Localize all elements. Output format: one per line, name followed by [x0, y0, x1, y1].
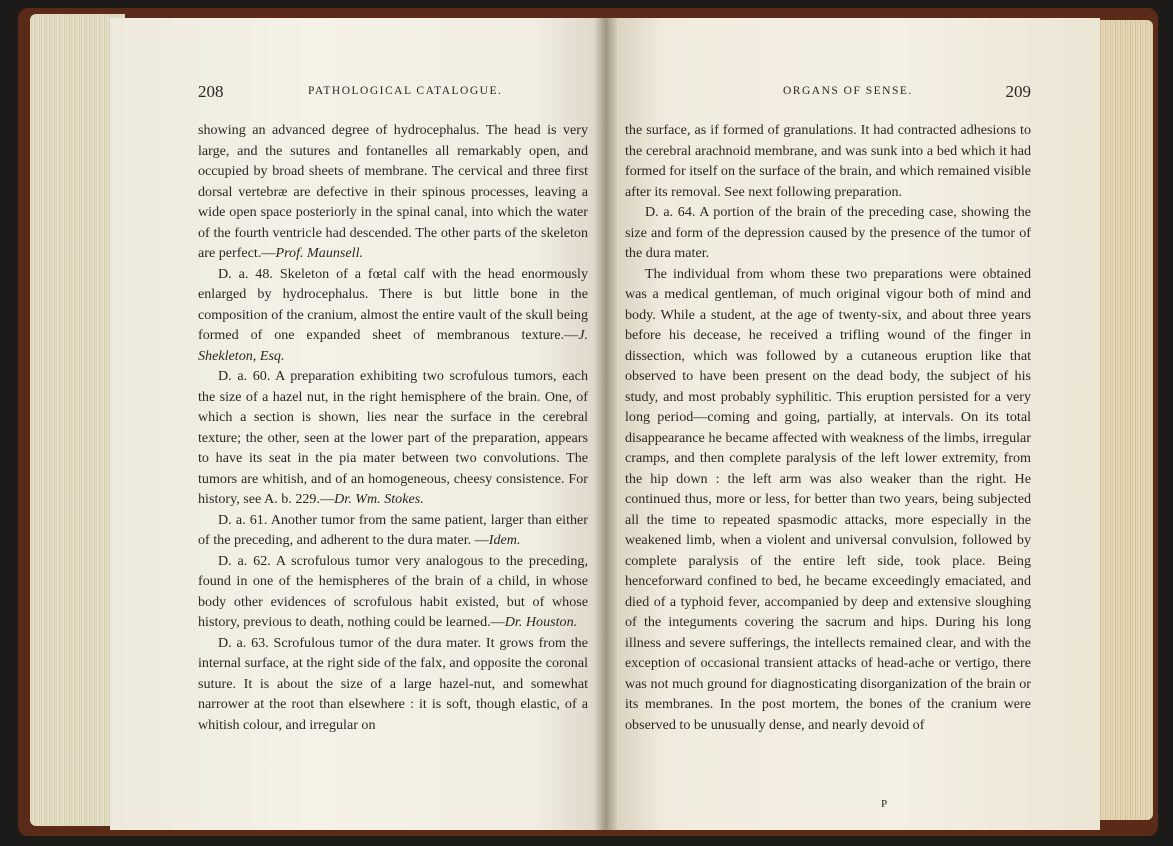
- paragraph: D. a. 62. A scrofulous tumor very analogous to the preceding, found in one of the hemispheres of the brain of a child, in whose body other evidences of scrofulous habit existed, but of whose history, previous to death, nothing could be learned.—Dr. Houston.: [198, 552, 588, 630]
- paragraph: D. a. 48. Skeleton of a fœtal calf with the head enormously enlarged by hydrocephalus. There is but little bone in the composition of the cranium, almost the entire vault of the skull being formed of one expanded sheet of membranous texture.—J. Shekleton, Esq.: [198, 265, 588, 364]
- paragraph: The individual from whom these two preparations were obtained was a medical gentleman, of much original vigour both of mind and body. While a student, at the age of twenty-six, and about three years before his decease, he received a trifling wound of the finger in dissection, which was followed by a cutaneous eruption like that observed to have been present on the dead body, the subject of his study, and most probably syphilitic. This eruption persisted for a very long period—coming and going, partially, at intervals. On its total disappearance he became affected with weakness of the limbs, irregular cramps, and then complete paralysis of the left lower extremity, from the hip down : the left arm was also weaker than the right. He continued thus, more or less, for better than two years, being subjected all the time to repeated spasmodic attacks, more especially in the weakened limb, when a violent and universal convulsion, followed by complete paralysis of the entire left side, took place. Being henceforward confined to bed, he became exceedingly emaciated, and died of a typhoid fever, accompanied by deep and extensive sloughing of the integuments covering the sacrum and hips. During his long illness and severe sufferings, the intellects remained clear, and with the exception of occasional transient attacks of head-ache or vertigo, there was not much ground for diagnosticating disorganization of the brain or its membranes. In the post mortem, the bones of the cranium were observed to be unusually dense, and nearly devoid of: [625, 265, 1031, 733]
- right-page-body: [625, 120, 1031, 735]
- attribution: Idem.: [488, 532, 521, 548]
- left-page-header: [198, 82, 590, 106]
- signature-mark: P: [881, 798, 888, 810]
- paragraph: D. a. 61. Another tumor from the same patient, larger than either of the preceding, and adherent to the dura mater. —Idem.: [198, 511, 588, 548]
- left-page-body: [198, 120, 588, 735]
- running-head: PATHOLOGICAL CATALOGUE.: [308, 85, 503, 97]
- paragraph: D. a. 64. A portion of the brain of the preceding case, showing the size and form of the depression caused by the presence of the tumor of the dura mater.: [625, 204, 1031, 261]
- attribution: J. Shekleton, Esq.: [198, 327, 588, 364]
- page-number: 209: [1005, 82, 1031, 101]
- attribution: Dr. Wm. Stokes.: [334, 491, 424, 507]
- book-gutter: [594, 18, 618, 830]
- page-number: 208: [198, 82, 224, 101]
- attribution: Prof. Maunsell.: [275, 245, 364, 261]
- paragraph: the surface, as if formed of granulations. It had contracted adhesions to the cerebral arachnoid membrane, and was sunk into a bed which it had formed for itself on the surface of the brain, and which remained visible after its removal. See next following preparation.: [625, 122, 1031, 200]
- paragraph: D. a. 63. Scrofulous tumor of the dura mater. It grows from the internal surface, at the right side of the falx, and opposite the coronal suture. It is about the size of a large hazel-nut, and somewhat narrower at the root than elsewhere : it is soft, though elastic, of a whitish colour, and irregular on: [198, 634, 588, 733]
- paragraph: D. a. 60. A preparation exhibiting two scrofulous tumors, each the size of a hazel nut, in the right hemisphere of the brain. One, of which a section is shown, lies near the surface in the cerebral texture; the other, seen at the lower part of the preparation, appears to have its seat in the pia mater between two convolutions. The tumors are whitish, and of an homogeneous, cheesy consistence. For history, see A. b. 229.—Dr. Wm. Stokes.: [198, 368, 588, 507]
- attribution: Dr. Houston.: [504, 614, 578, 630]
- right-page-edges: [1091, 20, 1153, 820]
- right-page: [605, 18, 1100, 830]
- paragraph: showing an advanced degree of hydrocephalus. The head is very large, and the sutures and fontanelles all remarkably open, and occupied by broad sheets of membrane. The cervical and three first dorsal vertebræ are defective in their spinous processes, leaving a wide open space posteriorly in the spinal canal, into which the water of the fourth ventricle had descended. The other parts of the skeleton are perfect.—Prof. Maunsell.: [198, 122, 588, 261]
- right-page-header: [625, 82, 1031, 106]
- left-page: [110, 18, 610, 830]
- running-head: ORGANS OF SENSE.: [783, 85, 913, 97]
